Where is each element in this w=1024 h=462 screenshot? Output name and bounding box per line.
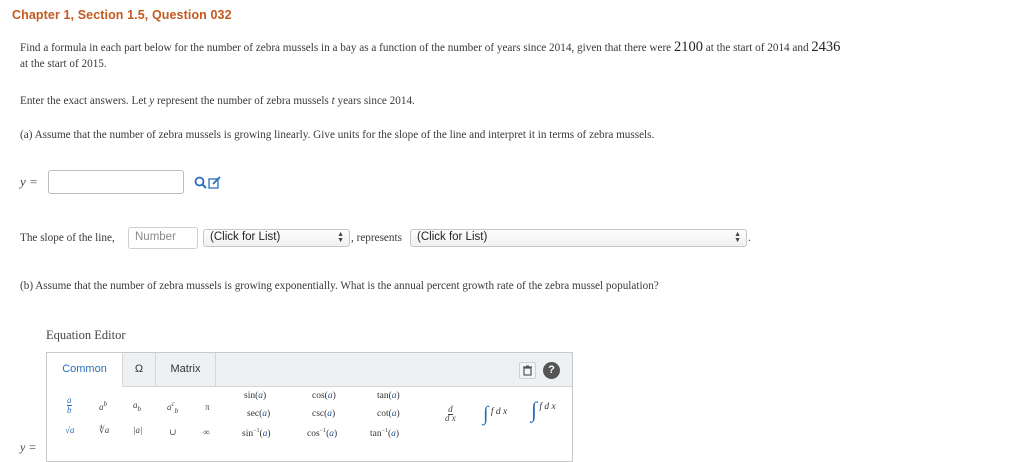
sqrt-button[interactable]: √a xyxy=(65,425,75,435)
select-arrows-icon: ▲ ▼ xyxy=(734,231,741,244)
arctan-button[interactable]: $\tan^{-1}(a)$ xyxy=(370,428,400,440)
pi-button[interactable]: π xyxy=(205,402,210,412)
union-button[interactable]: ∪ xyxy=(169,427,177,437)
instructions xyxy=(20,93,415,109)
problem-intro-line2: at the start of 2015. xyxy=(20,58,107,70)
subscript-button[interactable]: $a_b$ xyxy=(133,400,141,413)
integral-button[interactable]: ∫ f d x xyxy=(483,403,508,425)
power-subscript-button[interactable]: $a^c_b$ xyxy=(167,400,179,415)
cos-button[interactable]: cos(a) xyxy=(312,391,336,401)
fraction-button[interactable]: a b xyxy=(67,395,72,415)
arcsin-button[interactable]: $\sin^{-1}(a)$ xyxy=(242,428,271,440)
question-title: Chapter 1, Section 1.5, Question 032 xyxy=(12,8,232,22)
infinity-button[interactable]: ∞ xyxy=(203,427,210,437)
tab-omega[interactable]: Ω xyxy=(123,353,156,386)
y-formula-input[interactable] xyxy=(48,170,184,194)
var-y: y xyxy=(149,95,155,107)
problem-intro-line1 xyxy=(20,39,840,56)
arccos-button[interactable]: $\cos^{-1}(a)$ xyxy=(307,428,338,440)
instruction-text-1: Enter the exact answers. Let xyxy=(20,95,147,107)
definite-integral-button[interactable]: ∫ f d x xyxy=(531,397,556,422)
units-select[interactable] xyxy=(203,229,350,247)
sin-button[interactable]: sin(a) xyxy=(244,391,267,401)
select-arrows-icon: ▲ ▼ xyxy=(337,231,344,244)
power-button[interactable]: $a^b$ xyxy=(99,400,107,412)
y-equals-label xyxy=(20,174,38,190)
derivative-button[interactable]: d d x xyxy=(445,404,456,423)
instruction-text-2: represent the number of zebra mussels xyxy=(157,95,329,107)
editor-tabbar xyxy=(47,353,572,387)
intro-text-2: at the start of 2014 and xyxy=(705,42,809,54)
instruction-text-3: years since 2014. xyxy=(337,95,415,107)
y-equals-text: y = xyxy=(20,174,38,189)
interpretation-select[interactable] xyxy=(410,229,747,247)
abs-value-button[interactable]: |a| xyxy=(133,425,143,435)
tab-common[interactable]: Common xyxy=(47,353,123,387)
sec-button[interactable]: sec(a) xyxy=(247,409,271,419)
edit-pencil-icon[interactable] xyxy=(208,176,221,189)
intro-text-1: Find a formula in each part below for the number of zebra mussels in a bay as a function of the number of years since 2014, given that there were xyxy=(20,42,672,54)
represents-text: , represents xyxy=(351,232,402,244)
slope-number-input[interactable]: Number xyxy=(128,227,198,249)
part-a-prompt: (a) Assume that the number of zebra mussels is growing linearly. Give units for the slope of the line and interpret it in terms of zebra mussels. xyxy=(20,129,655,141)
nth-root-button[interactable]: ∜a xyxy=(99,425,110,435)
tan-button[interactable]: tan(a) xyxy=(377,391,400,401)
value-2014: 2100 xyxy=(673,39,703,55)
help-icon[interactable]: ? xyxy=(543,362,560,379)
part-b-y-equals: y = xyxy=(20,440,37,454)
csc-button[interactable]: csc(a) xyxy=(312,409,336,419)
interpretation-select-value: (Click for List) xyxy=(417,231,488,243)
part-b-prompt: (b) Assume that the number of zebra mussels is growing exponentially. What is the annual percent growth rate of the zebra mussel population? xyxy=(20,280,659,292)
tab-matrix[interactable]: Matrix xyxy=(156,353,216,386)
equation-editor-title: Equation Editor xyxy=(46,328,126,342)
trash-icon[interactable] xyxy=(519,362,536,379)
cot-button[interactable]: cot(a) xyxy=(377,409,400,419)
var-t: t xyxy=(331,95,335,107)
preview-magnifier-icon[interactable] xyxy=(194,176,207,189)
value-2015: 2436 xyxy=(811,39,841,55)
units-select-value: (Click for List) xyxy=(210,231,281,243)
end-period: . xyxy=(748,232,751,244)
equation-editor xyxy=(46,352,573,462)
slope-text: The slope of the line, xyxy=(20,232,115,244)
